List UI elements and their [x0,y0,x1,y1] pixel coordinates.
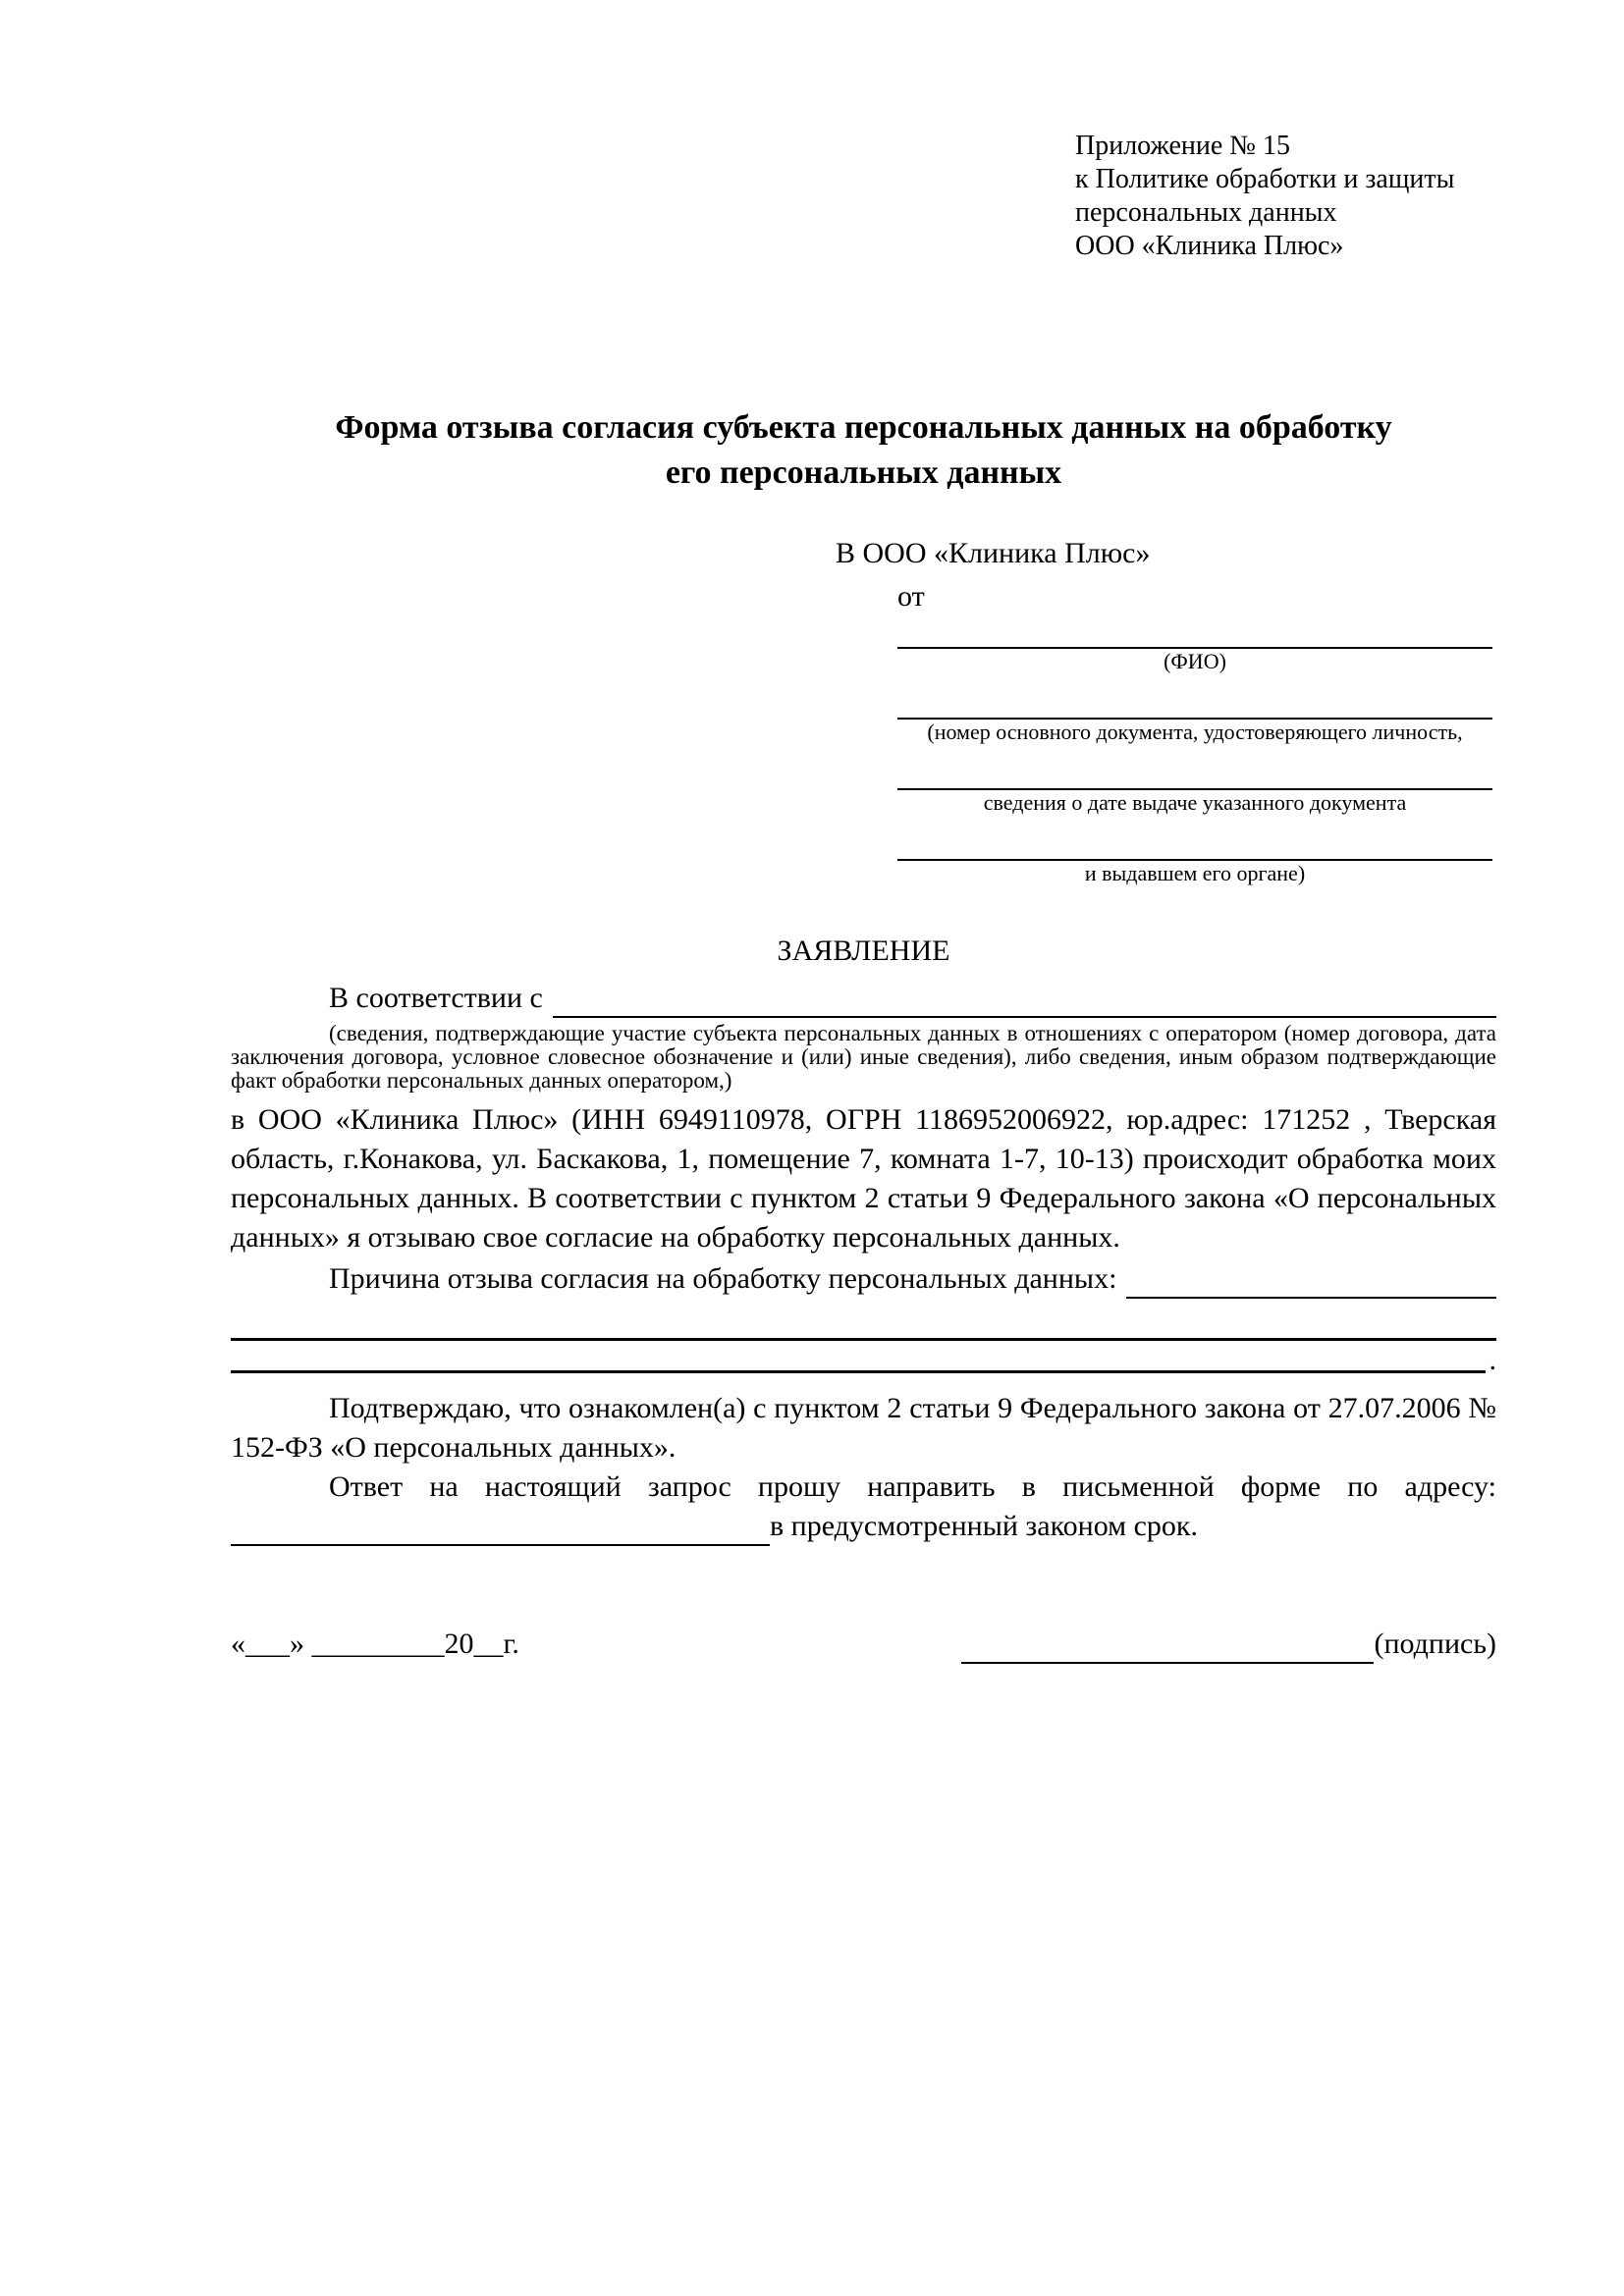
signature-area [961,1625,1496,1664]
fine-print: (сведения, подтверждающие участие субъекта персональных данных в отношениях с оператором (номер договора, дата заключения договора, условное словесное обозначение и (или) иные сведения), либо сведения, иным образом подтверждающие факт обработки персональных данных оператором,) [231,1021,1496,1093]
issuing-authority-blank-line [897,816,1492,861]
reason-blank-line [1126,1263,1496,1299]
statement-heading: ЗАЯВЛЕНИЕ [777,934,950,967]
addressee-fields [897,615,1492,886]
fio-blank-line [897,615,1492,649]
reason-period: . [1489,1344,1496,1376]
annex-header [1075,130,1497,263]
accordance-row [231,979,1496,1018]
reply-paragraph: Ответ на настоящий запрос прошу направить в письменной форме по адресу: [329,1470,1496,1503]
addressee-block [836,535,1496,886]
addressee-from: от [897,580,925,613]
reply-address-row [231,1507,1496,1546]
reason-blank-line-full-2 [231,1341,1496,1376]
signature-caption: (подпись) [1374,1628,1496,1660]
document-title [231,405,1496,496]
annex-line: к Политике обработки и защиты [1075,164,1455,194]
issue-date-caption: сведения о дате выдаче указанного документа [983,790,1407,815]
fio-caption: (ФИО) [1164,649,1226,673]
issue-date-blank-line [897,745,1492,790]
reply-address-blank-line [231,1511,770,1546]
document-number-blank-line [897,674,1492,720]
date-signature-row [231,1625,1496,1664]
annex-line: персональных данных [1075,197,1337,228]
signature-blank-line [961,1629,1374,1664]
annex-line: Приложение № 15 [1075,131,1290,161]
date-line: «___» _________20__г. [231,1628,519,1660]
issuing-authority-field [897,816,1492,886]
document-number-caption: (номер основного документа, удостоверяющего личность, [927,720,1463,744]
accordance-lead: В соответствии с [329,982,543,1014]
annex-line: ООО «Клиника Плюс» [1075,231,1344,261]
fio-field [897,615,1492,674]
reason-label: Причина отзыва согласия на обработку персональных данных: [329,1262,1117,1295]
confirmation-paragraph: Подтверждаю, что ознакомлен(а) с пунктом 2 статьи 9 Федерального закона от 27.07.2006 № 152-ФЗ «О персональных данных». [231,1392,1496,1464]
issuing-authority-caption: и выдавшем его органе) [1084,861,1306,885]
reason-row [231,1259,1496,1299]
document-title-line: Форма отзыва согласия субъекта персональных данных на обработку [335,409,1392,446]
reason-blank-line-full-2-rule [231,1338,1486,1373]
reason-blank-line-full-1 [231,1305,1496,1341]
body-paragraph: в ООО «Клиника Плюс» (ИНН 6949110978, ОГРН 1186952006922, юр.адрес: 171252 , Тверская область, г.Конакова, ул. Баскакова, 1, помещение 7, комната 1-7, 10-13) происходит обработка моих персональных данных. В соответствии с пунктом 2 статьи 9 Федерального закона «О персональных данных» я отзываю свое согласие на обработку персональных данных. [231,1103,1496,1254]
addressee-to: В ООО «Клиника Плюс» [836,537,1151,569]
issue-date-field [897,745,1492,816]
accordance-blank-line [553,983,1496,1018]
reply-tail: в предусмотренный законом срок. [770,1510,1198,1542]
document-number-field [897,674,1492,745]
document-title-line: его персональных данных [665,454,1062,491]
